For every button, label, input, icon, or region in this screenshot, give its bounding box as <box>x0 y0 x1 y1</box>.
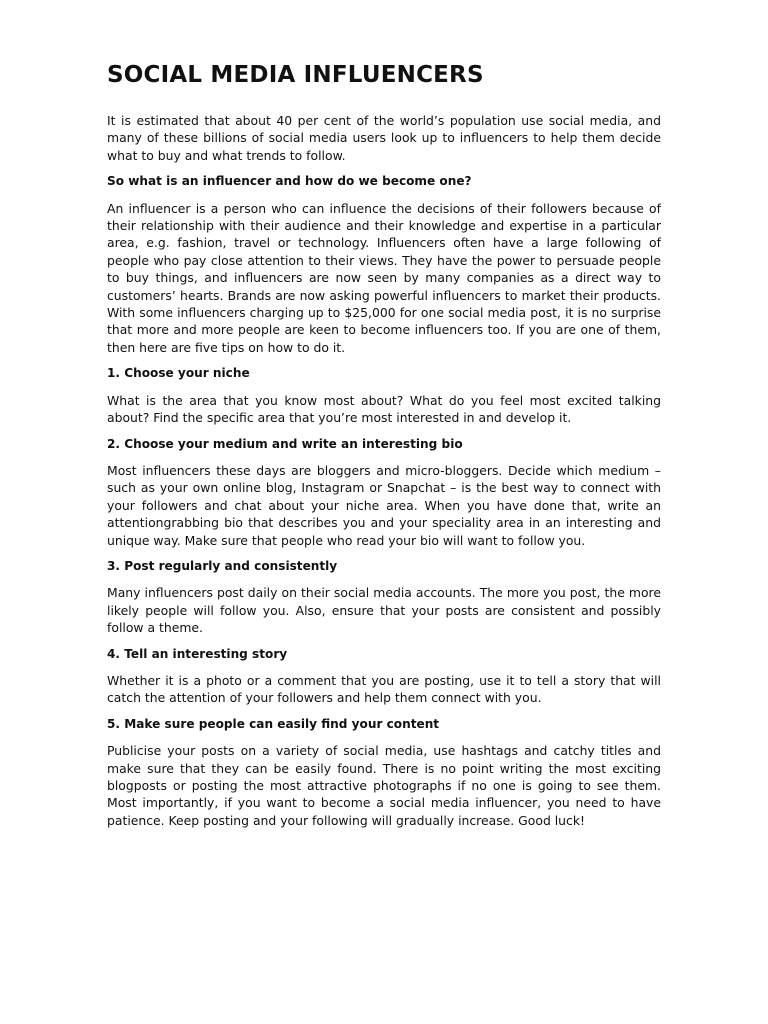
tip-1-body: What is the area that you know most about? What do you feel most excited talking about? Find the specific area that you’re most interested in and develop it. <box>107 392 661 426</box>
tip-2-heading: 2. Choose your medium and write an interesting bio <box>107 436 463 451</box>
tip-3-heading: 3. Post regularly and consistently <box>107 558 338 573</box>
question-heading: So what is an influencer and how do we become one? <box>107 174 472 189</box>
document-page <box>107 58 661 838</box>
tip-5-heading: 5. Make sure people can easily find your content <box>107 716 440 731</box>
definition-paragraph: An influencer is a person who can influence the decisions of their followers because of their relationship with their audience and their knowledge and expertise in a particular area, e.g. fashion, travel or technology. Influencers often have a large following of people who pay close attention to their views. They have the power to persuade people to buy things, and influencers are now seen by many companies as a direct way to customers’ hearts. Brands are now asking powerful influencers to market their products. With some influencers charging up to $25,000 for one social media post, it is no surprise that more and more people are keen to become influencers too. If you are one of them, then here are five tips on how to do it. <box>107 200 661 355</box>
tip-3-body: Many influencers post daily on their social media accounts. The more you post, the more likely people will follow you. Also, ensure that your posts are consistent and possibly follow a theme. <box>107 585 661 636</box>
tip-4-body: Whether it is a photo or a comment that you are posting, use it to tell a story that will catch the attention of your followers and help them connect with you. <box>107 672 661 706</box>
tip-1-heading: 1. Choose your niche <box>107 366 250 381</box>
tip-5-body: Publicise your posts on a variety of social media, use hashtags and catchy titles and make sure that they can be easily found. There is no point writing the most exciting blogposts or posting the most attractive photographs if no one is going to see them. Most importantly, if you want to become a social media influencer, you need to have patience. Keep posting and your following will gradually increase. Good luck! <box>107 743 661 828</box>
tip-2-body: Most influencers these days are bloggers and micro-bloggers. Decide which medium – such as your own online blog, Instagram or Snapchat – is the best way to connect with your followers and chat about your niche area. When you have done that, write an attentiongrabbing bio that describes you and your speciality area in an interesting and unique way. Make sure that people who read your bio will want to follow you. <box>107 462 661 548</box>
intro-paragraph: It is estimated that about 40 per cent of the world’s population use social media, and many of these billions of social media users look up to influencers to help them decide what to buy and what trends to follow. <box>107 113 661 163</box>
tip-4-heading: 4. Tell an interesting story <box>107 646 288 661</box>
document-title: SOCIAL MEDIA INFLUENCERS <box>107 62 484 88</box>
